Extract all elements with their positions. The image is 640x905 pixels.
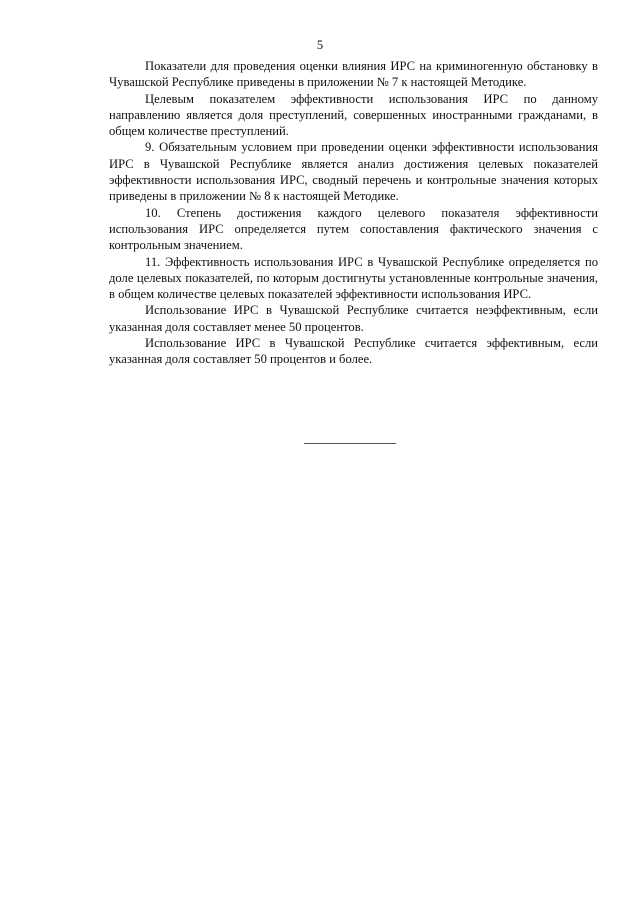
paragraph-ineffective-criterion: Использование ИРС в Чувашской Республике считается неэффективным, если указанная доля составляет менее 50 процентов. bbox=[109, 303, 598, 334]
page-number: 5 bbox=[316, 38, 324, 52]
paragraph-item-9: 9. Обязательным условием при проведении оценки эффективности использования ИРС в Чувашской Республике является анализ достижения целевых показателей эффективности использования ИРС, сводный перечень и контрольные значения которых приведены в приложении № 8 к настоящей Методике. bbox=[109, 140, 598, 204]
document-body bbox=[109, 58, 598, 368]
paragraph-item-11: 11. Эффективность использования ИРС в Чувашской Республике определяется по доле целевых показателей, по которым достигнуты установленные контрольные значения, в общем количестве целевых показателей эффективности использования ИРС. bbox=[109, 254, 598, 302]
paragraph-target-indicator: Целевым показателем эффективности использования ИРС по данному направлению является доля преступлений, совершенных иностранными гражданами, в общем количестве преступлений. bbox=[109, 91, 598, 139]
end-of-text-divider bbox=[304, 443, 396, 444]
paragraph-indicators-appendix-7: Показатели для проведения оценки влияния ИРС на криминогенную обстановку в Чувашской Республике приведены в приложении № 7 к настоящей Методике. bbox=[109, 59, 598, 90]
paragraph-item-10: 10. Степень достижения каждого целевого показателя эффективности использования ИРС определяется путем сопоставления фактического значения с контрольным значением. bbox=[109, 205, 598, 253]
paragraph-effective-criterion: Использование ИРС в Чувашской Республике считается эффективным, если указанная доля составляет 50 процентов и более. bbox=[109, 336, 598, 367]
